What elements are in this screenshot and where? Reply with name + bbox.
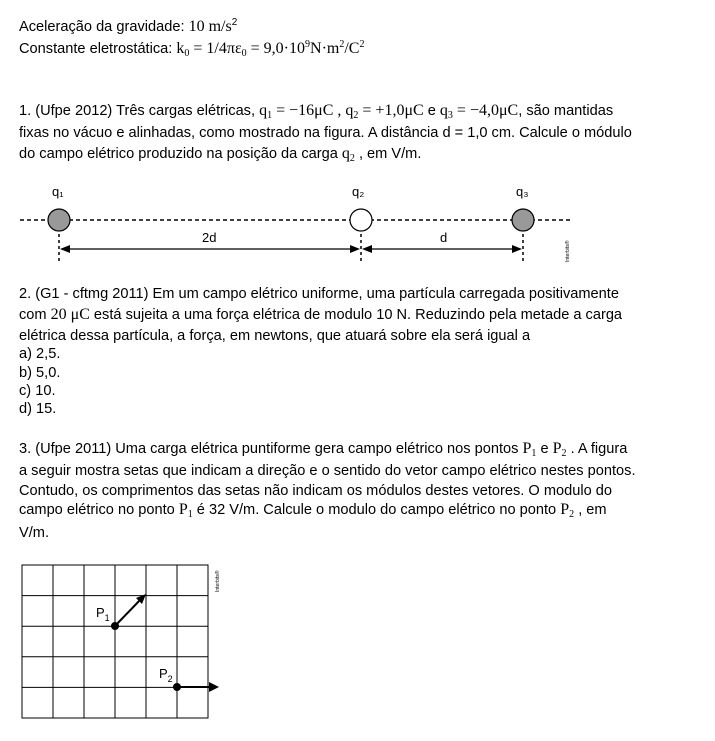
q3-line-1-text: 3. (Ufpe 2011) Uma carga elétrica puntiforme gera campo elétrico nos pontos xyxy=(19,441,523,457)
charge-q1 xyxy=(259,102,345,119)
charge-q3 xyxy=(440,102,518,119)
q2-line-2 xyxy=(19,306,622,324)
gravity-exponent: 2 xyxy=(231,17,238,28)
q1-intro: 1. (Ufpe 2012) Três cargas elétricas, xyxy=(19,103,260,119)
q3-line-2: a seguir mostra setas que indicam a direção e o sentido do vetor campo elétrico nestes pontos. xyxy=(19,463,636,479)
q1-line-3-charge xyxy=(342,145,355,162)
exp-nine: 9 xyxy=(305,39,311,50)
arrow-2d-left-head xyxy=(60,245,70,253)
q1-line-3 xyxy=(19,145,421,168)
q3-value: = −4,0μC xyxy=(452,102,519,119)
q1-line-3-q: q xyxy=(341,145,350,162)
p1-fig-symbol: P xyxy=(96,605,105,620)
q2-symbol: q xyxy=(345,102,354,119)
q3-p1-sub: 1 xyxy=(531,448,537,459)
unit-part-a: N·m xyxy=(310,40,340,57)
q3-and: e xyxy=(536,441,553,457)
q2-line-3: elétrica dessa partícula, a força, em newtons, que atuará sobre ela será igual a xyxy=(19,328,531,344)
q2-label: q₂ xyxy=(352,184,365,199)
charge-q3-circle xyxy=(512,209,534,231)
q3-line-4-p2 xyxy=(560,501,574,518)
q1-line-1-end: , são mantidas xyxy=(518,103,614,119)
q2-line-2-start: com xyxy=(19,307,51,323)
point-p2-label xyxy=(159,666,173,684)
q2-charge-value: 20 μC xyxy=(50,306,90,323)
arrow-d-right-head xyxy=(512,245,522,253)
q3-line-4-start: campo elétrico no ponto xyxy=(19,502,179,518)
k-symbol: k xyxy=(176,40,185,57)
q3-p2-symbol: P xyxy=(552,440,562,457)
vector-p2-head xyxy=(209,682,219,692)
q3-line-1 xyxy=(19,440,627,463)
point-p1-label xyxy=(96,605,110,623)
distance-d-label: d xyxy=(440,230,448,245)
gravity-value: 10 m/s xyxy=(188,18,232,35)
exp-two-b: 2 xyxy=(359,39,365,50)
q1-subscript: 1 xyxy=(267,110,273,121)
constant-line xyxy=(19,36,364,63)
q3-l4-p2-sub: 2 xyxy=(569,509,575,520)
q3-l4-p2-symbol: P xyxy=(560,501,570,518)
q3-line-5: V/m. xyxy=(19,525,49,541)
q1-line-2: fixas no vácuo e alinhadas, como mostrado na figura. A distância d = 1,0 cm. Calcule o módulo xyxy=(19,125,632,141)
q3-line-4-middle: é 32 V/m. Calcule o modulo do campo elétrico no ponto xyxy=(192,502,561,518)
q1-line-3-sub: 2 xyxy=(349,153,355,164)
q1-line-3-end: , em V/m. xyxy=(354,146,422,162)
figure-1-credit: Interbits® xyxy=(565,240,571,262)
q2-line-1: 2. (G1 - cftmg 2011) Em um campo elétrico uniforme, uma partícula carregada positivamente xyxy=(19,286,619,302)
arrow-2d-right-head xyxy=(350,245,360,253)
charge-q2 xyxy=(345,102,423,119)
charge-q2-circle xyxy=(350,209,372,231)
arrow-d-left-head xyxy=(362,245,372,253)
p2-fig-symbol: P xyxy=(159,666,168,681)
q3-subscript: 3 xyxy=(447,110,453,121)
exp-two: 2 xyxy=(339,39,345,50)
unit-part-b: /C xyxy=(344,40,360,57)
q2-value: = +1,0μC xyxy=(358,102,424,119)
q2-line-2-end: está sujeita a uma força elétrica de modulo 10 N. Reduzindo pela metade a carga xyxy=(89,307,623,323)
k-subscript: 0 xyxy=(184,48,190,59)
q3-point-p1 xyxy=(522,440,536,457)
q1-value: = −16μC , xyxy=(272,102,346,119)
q1-line-1 xyxy=(19,102,613,125)
field-grid-figure xyxy=(0,560,260,741)
charges-figure xyxy=(0,178,715,268)
gravity-line xyxy=(19,14,237,36)
q2-option-b: b) 5,0. xyxy=(19,365,61,381)
p2-fig-sub: 2 xyxy=(167,674,173,684)
q2-subscript: 2 xyxy=(353,110,359,121)
q3-point-p2 xyxy=(553,440,567,457)
grid-lines xyxy=(22,565,208,718)
q3-label: q₃ xyxy=(516,184,529,199)
q3-symbol: q xyxy=(439,102,448,119)
charge-q1-circle xyxy=(48,209,70,231)
q3-line-4 xyxy=(19,501,607,524)
formula-part-a: = 1/4πε xyxy=(189,40,242,57)
q3-l4-p1-symbol: P xyxy=(178,501,188,518)
q1-and: e xyxy=(423,103,440,119)
q1-label: q₁ xyxy=(52,184,64,199)
gravity-label: Aceleração da gravidade: xyxy=(19,19,185,35)
q3-p1-symbol: P xyxy=(522,440,532,457)
q3-line-1-end: . A figura xyxy=(566,441,628,457)
figure-2-credit: Interbits® xyxy=(215,570,221,592)
distance-2d-label: 2d xyxy=(202,230,217,245)
vector-p1-line xyxy=(115,600,140,626)
constant-formula xyxy=(176,40,364,57)
q2-option-d: d) 15. xyxy=(19,401,57,417)
q2-option-a: a) 2,5. xyxy=(19,346,61,362)
q1-line-3-text: do campo elétrico produzido na posição da carga xyxy=(19,146,342,162)
q2-option-c: c) 10. xyxy=(19,383,56,399)
q1-symbol: q xyxy=(259,102,268,119)
p1-fig-sub: 1 xyxy=(104,613,110,623)
q3-line-4-end: , em xyxy=(574,502,607,518)
q3-line-3: Contudo, os comprimentos das setas não indicam os módulos destes vetores. O modulo do xyxy=(19,483,612,499)
q3-p2-sub: 2 xyxy=(561,448,567,459)
formula-part-b: = 9,0·10 xyxy=(246,40,306,57)
q3-line-4-p1 xyxy=(179,501,193,518)
epsilon-subscript: 0 xyxy=(241,48,247,59)
constant-label: Constante eletrostática: xyxy=(19,41,173,57)
q3-l4-p1-sub: 1 xyxy=(187,509,193,520)
